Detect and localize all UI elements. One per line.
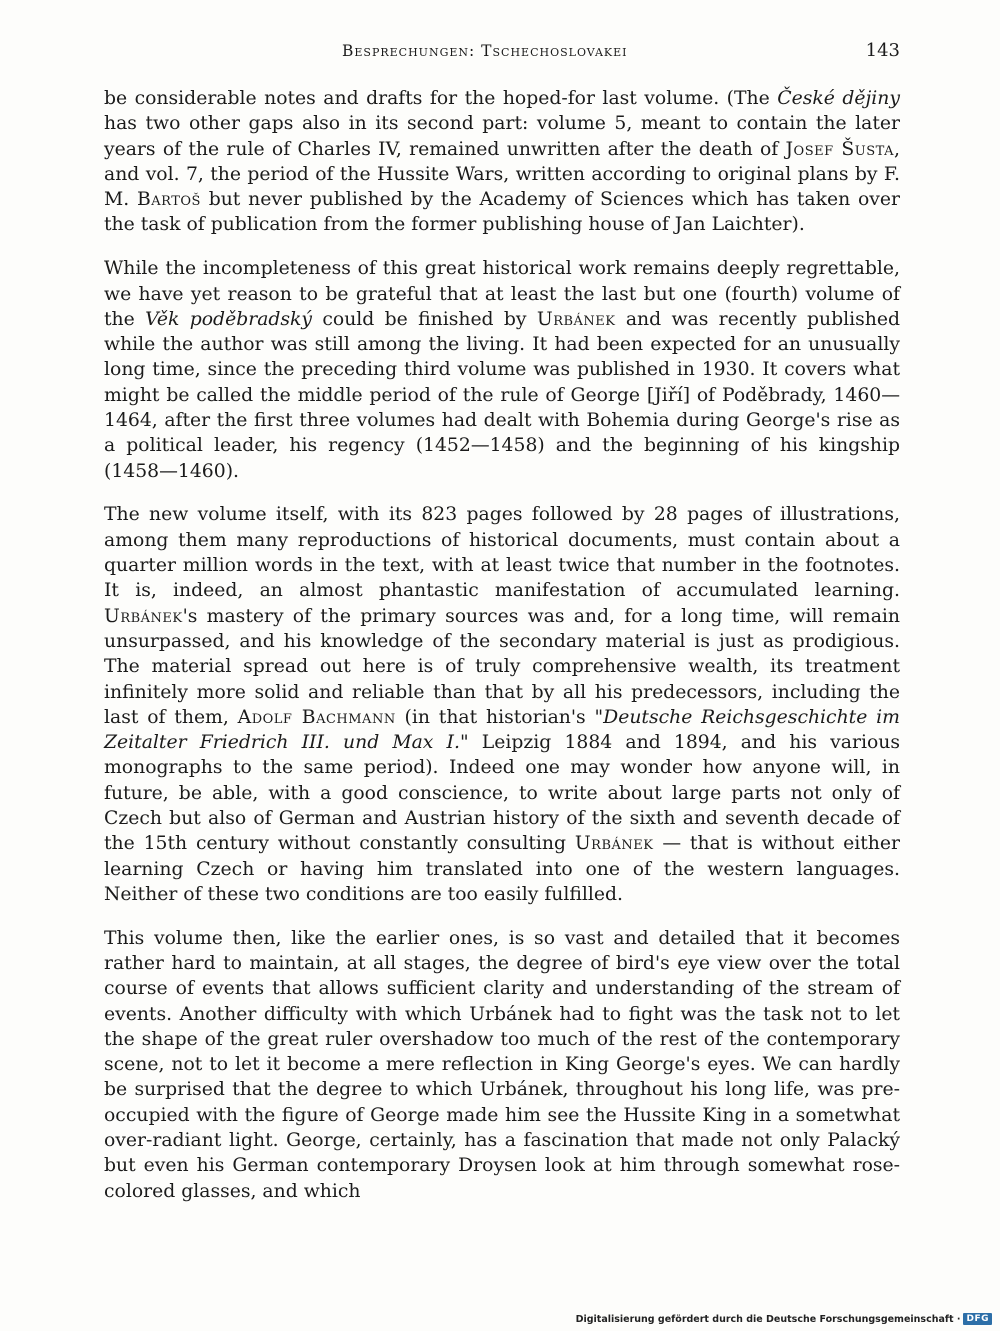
running-title: Besprechungen: Tschechoslovakei — [342, 42, 628, 60]
text-run: has two other gaps also in its second part: volume 5, meant to contain the later years of the rule of Charles IV, remained unwritten after the death of — [104, 113, 900, 160]
person-name: Bartoš — [136, 189, 201, 211]
paragraph-2 — [104, 256, 900, 484]
text-run: but never published by the Academy of Sciences which has taken over the task of publication from the former publishing house of Jan Laichter). — [104, 189, 900, 236]
digitization-credit — [576, 1311, 992, 1327]
paragraph-1 — [104, 86, 900, 238]
text-run: , and vol. 7, the period of the Hussite Wars, written according to original plans by F. M. — [104, 138, 900, 211]
credit-text: Digitalisierung gefördert durch die Deutsche Forschungsgemeinschaft · — [575, 1313, 961, 1325]
person-name: Urbánek — [536, 308, 616, 330]
running-header — [104, 38, 900, 66]
text-run: While the incompleteness of this great historical work remains deeply regrettable, we have yet reason to be grateful that at least the last but one (fourth) volume of the — [104, 258, 900, 330]
text-run: The new volume itself, with its 823 pages followed by 28 pages of illustrations, among them many reproductions of historical documents, must contain about a quarter million words in the text, with at least twice that number in the footnotes. It is, indeed, an almost phantastic manifestation of accumulated learning. — [104, 504, 900, 602]
paragraph-3 — [104, 502, 900, 907]
page-number: 143 — [865, 40, 900, 61]
dfg-logo-icon: DFG — [963, 1313, 992, 1325]
text-run: — that is without either learning Czech or having him translated into one of the western languages. Neither of these two conditions are too easily fulfilled. — [104, 833, 900, 905]
body-text — [104, 86, 900, 1222]
emphasis: České dějiny — [777, 88, 900, 109]
text-run: and was recently published while the author was still among the living. It had been expected for an unusually long time, since the preceding third volume was published in 1930. It covers what might be called the middle period of the rule of George [Jiří] of Poděbrady, 1460—1464, after the first three volumes had dealt with Bohemia during George's rise as a political leader, his regency (1452—1458) and the beginning of his kingship (1458—1460). — [104, 308, 900, 482]
emphasis: Deutsche Reichsgeschichte im Zeitalter Friedrich III. und Max I. — [104, 706, 900, 754]
text-run: could be finished by — [312, 308, 537, 330]
person-name: Adolf Bachmann — [237, 706, 396, 728]
text-run: 's mastery of the primary sources was and, for a long time, will remain unsurpassed, and his knowledge of the secondary material is just as prodigious. The material spread out here is of truly comprehensive wealth, its treatment infinitely more solid and reliable than that by all his predecessors, including the last of them, — [104, 605, 900, 728]
text-run: This volume then, like the earlier ones, is so vast and detailed that it becomes rather hard to maintain, at all stages, the degree of bird's eye view over the total course of events that allows sufficient clarity and understanding of the stream of events. Another difficulty with which Urbánek had to fight was the task not to let the shape of the great ruler overshadow too much of the rest of the contemporary scene, not to let it become a mere reflection in King George's eyes. We can hardly be surprised that the degree to which Urbánek, throughout his long life, was pre-occupied with the figure of George made him see the Hussite King in a sometwhat over-radiant light. George, certainly, has a fascination that made not only Palacký but even his German contemporary Droysen look at him through somewhat rose-colored glasses, and which — [104, 927, 900, 1202]
person-name: Urbánek — [574, 833, 654, 855]
text-run: (in that historian's " — [395, 706, 604, 728]
person-name: Urbánek — [104, 605, 183, 627]
person-name: Josef Šusta — [785, 138, 895, 160]
text-run: " Leipzig 1884 and 1894, and his various monographs to the same period). Indeed one may wonder how anyone will, in future, be able, with a good conscience, to write about large parts not only of Czech but also of German and Austrian history of the sixth and seventh decade of the 15th century without constantly consulting — [104, 732, 900, 855]
paragraph-4 — [104, 926, 900, 1204]
emphasis: Věk poděbradský — [145, 308, 313, 330]
text-run: be considerable notes and drafts for the hoped-for last volume. (The — [104, 88, 778, 109]
